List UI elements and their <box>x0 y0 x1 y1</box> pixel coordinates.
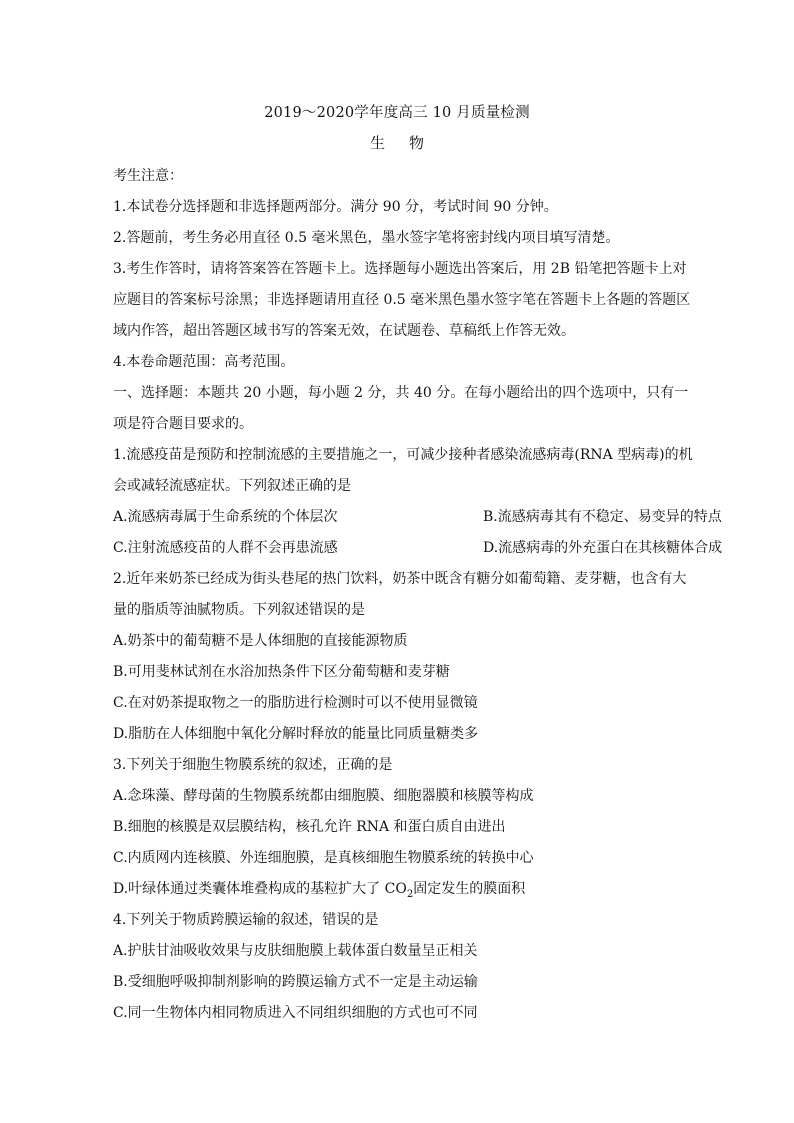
option-a: A.流感病毒属于生命系统的个体层次 <box>113 509 338 525</box>
section-intro: 一、选择题：本题共 20 小题，每小题 2 分，共 40 分。在每小题给出的四个选项中，只有一 <box>113 385 689 401</box>
option-b: B.可用斐林试剂在水浴加热条件下区分葡萄糖和麦芽糖 <box>113 664 450 680</box>
subscript: 2 <box>406 888 414 900</box>
option-c: C.注射流感疫苗的人群不会再患流感 <box>113 540 338 556</box>
option-a: A.护肤甘油吸收效果与皮肤细胞膜上载体蛋白数量呈正相关 <box>113 943 478 959</box>
option-b: B.受细胞呼吸抑制剂影响的跨膜运输方式不一定是主动运输 <box>113 974 478 990</box>
option-d-text: D.叶绿体通过类囊体堆叠构成的基粒扩大了 CO <box>113 881 407 897</box>
option-b: B.流感病毒其有不稳定、易变异的特点 <box>483 509 722 525</box>
option-row <box>113 538 723 558</box>
option-d-text: 固定发生的膜面积 <box>413 881 526 897</box>
option-row <box>113 507 722 527</box>
option-d <box>113 879 683 905</box>
question-stem: 会或减轻流感症状。下列叙述正确的是 <box>113 478 351 494</box>
subject-name <box>0 132 794 154</box>
notice-item: 4.本卷命题范围：高考范围。 <box>113 354 295 370</box>
subject-char: 物 <box>409 134 425 152</box>
question-stem: 2.近年来奶茶已经成为街头巷尾的热门饮料，奶茶中既含有糖分如葡萄籍、麦芽糖，也含有大 <box>113 571 687 587</box>
notice-item: 3.考生作答时，请将答案答在答题卡上。选择题每小题选出答案后，用 2B 铅笔把答题卡上对 <box>113 261 687 277</box>
question-stem: 4.下列关于物质跨膜运输的叙述，错误的是 <box>113 912 379 928</box>
question-stem: 量的脂质等油腻物质。下列叙述错误的是 <box>113 602 365 618</box>
option-c: C.内质网内连核膜、外连细胞膜，是真核细胞生物膜系统的转换中心 <box>113 850 534 866</box>
option-a: A.念珠藻、酵母菌的生物膜系统都由细胞膜、细胞器膜和核膜等构成 <box>113 788 534 804</box>
notice-item: 域内作答，超出答题区域书写的答案无效，在试题卷、草稿纸上作答无效。 <box>113 323 575 339</box>
option-c: C.同一生物体内相同物质进入不同组织细胞的方式也可不同 <box>113 1005 478 1021</box>
notice-item: 2.答题前，考生务必用直径 0.5 毫米黑色，墨水签字笔将密封线内项目填写清楚。 <box>113 230 620 246</box>
notice-item: 应题目的答案标号涂黑；非选择题请用直径 0.5 毫米黑色墨水签字笔在答题卡上各题的答题区 <box>113 292 691 308</box>
option-d: D.流感病毒的外充蛋白在其核糖体合成 <box>483 540 723 556</box>
option-a: A.奶茶中的葡萄糖不是人体细胞的直接能源物质 <box>113 633 408 649</box>
section-intro: 项是符合题目要求的。 <box>113 416 253 432</box>
notice-heading: 考生注意： <box>113 168 183 184</box>
option-c: C.在对奶茶提取物之一的脂肪进行检测时可以不使用显微镜 <box>113 695 478 711</box>
exam-title: 2019～2020学年度高三 10 月质量检测 <box>264 105 530 121</box>
notice-item: 1.本试卷分选择题和非选择题两部分。满分 90 分，考试时间 90 分钟。 <box>113 199 558 215</box>
question-stem: 3.下列关于细胞生物膜系统的叙述，正确的是 <box>113 757 393 773</box>
option-d: D.脂肪在人体细胞中氧化分解时释放的能量比同质量糖类多 <box>113 726 479 742</box>
subject-char: 生 <box>369 134 385 152</box>
option-b: B.细胞的核膜是双层膜结构，核孔允许 RNA 和蛋白质自由进出 <box>113 819 506 835</box>
question-stem: 1.流感疫苗是预防和控制流感的主要措施之一，可减少接种者感染流感病毒(RNA 型病毒)的机 <box>113 447 693 463</box>
